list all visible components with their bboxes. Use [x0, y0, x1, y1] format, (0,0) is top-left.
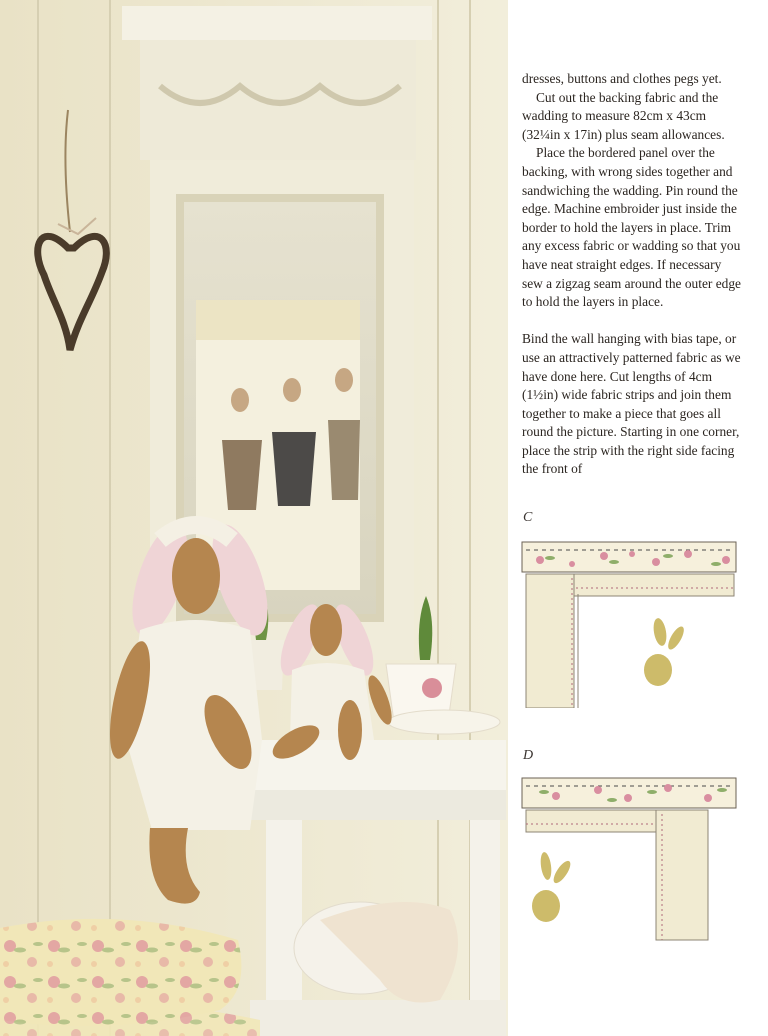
diagram-c-illustration	[520, 538, 738, 708]
diagram-d-label: D	[523, 748, 534, 763]
paragraph-place-panel: Place the bordered panel over the backing, with wrong sides together and sandwiching the wadding. Pin round the edge. Machine embroider just inside the border to hold the layers in place. Trim any excess fabric or wadding so that you have neat straight edges. If necessary sew a zigzag seam around the outer edge to hold the layers in place.	[522, 145, 741, 310]
diagram-d-illustration	[520, 774, 738, 944]
paragraph-cut-backing: Cut out the backing fabric and the wadding to measure 82cm x 43cm (32¼in x 17in) plus seam allowances.	[522, 89, 725, 142]
paragraph-continuation: dresses, buttons and clothes pegs yet.	[522, 71, 722, 86]
diagram-c-label: C	[523, 510, 533, 525]
instruction-text	[522, 70, 744, 479]
paragraph-bind-hanging: Bind the wall hanging with bias tape, or use an attractively patterned fabric as we have done here. Cut lengths of 4cm (1½in) wide fabric strips and join them together to make a piece that goes all round the picture. Starting in one corner, place the strip with the right side facing the front of	[522, 331, 741, 477]
